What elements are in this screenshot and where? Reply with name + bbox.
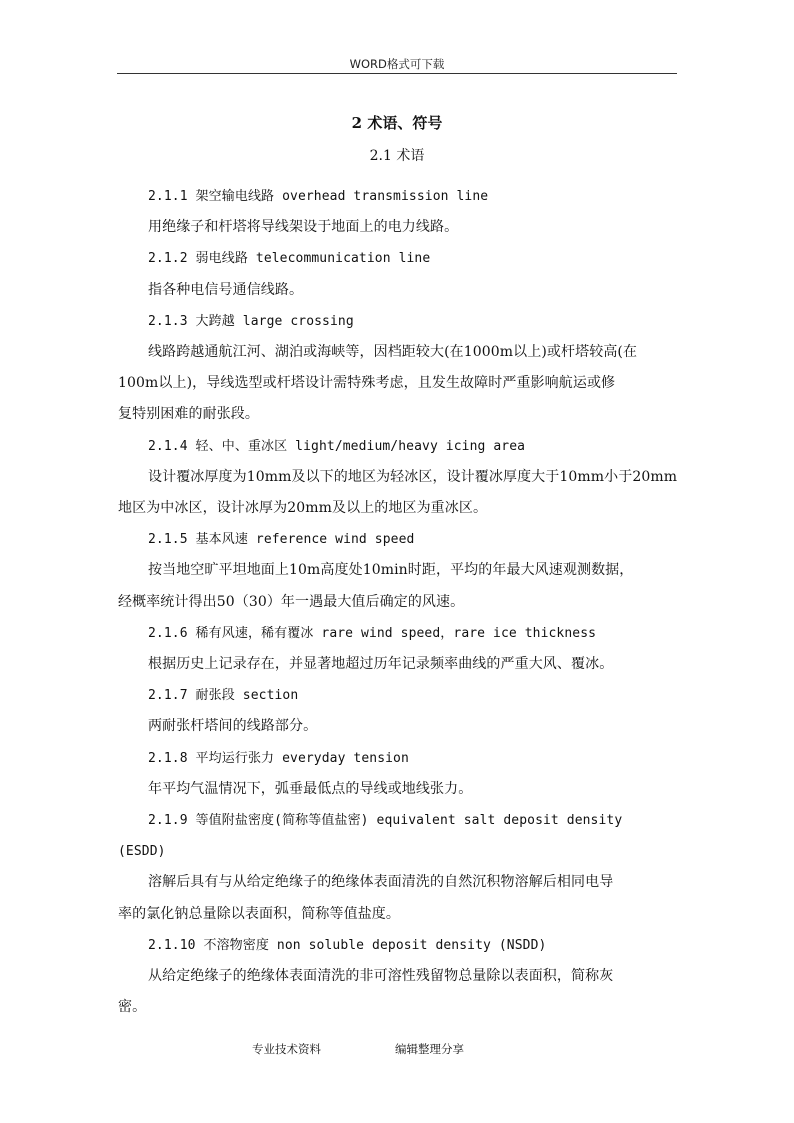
- term-definition-cont: 复特别困难的耐张段。: [118, 406, 259, 423]
- term-definition: 用绝缘子和杆塔将导线架设于地面上的电力线路。: [148, 219, 459, 236]
- term-heading: 2.1.9 等值附盐密度(简称等值盐密) equivalent salt deposit density: [148, 813, 623, 829]
- term-definition: 线路跨越通航江河、湖泊或海峡等，因档距较大(在1000m以上)或杆塔较高(在: [148, 344, 638, 361]
- term-definition-cont: 经概率统计得出50（30）年一遇最大值后确定的风速。: [118, 593, 465, 610]
- term-definition-cont: 率的氯化钠总量除以表面积，简称等值盐度。: [118, 905, 400, 922]
- term-heading: 2.1.4 轻、中、重冰区 light/medium/heavy icing area: [148, 438, 526, 454]
- footer-left-text: 专业技术资料: [252, 1042, 321, 1056]
- term-definition: 设计覆冰厚度为10mm及以下的地区为轻冰区，设计覆冰厚度大于10mm小于20mm: [148, 468, 678, 485]
- term-definition-cont: 100m以上)，导线选型或杆塔设计需特殊考虑，且发生故障时严重影响航运或修: [118, 375, 616, 392]
- section-title: 2.1 术语: [369, 148, 425, 164]
- term-heading: 2.1.5 基本风速 reference wind speed: [148, 532, 415, 548]
- term-definition-cont: 密。: [118, 999, 147, 1016]
- term-definition-cont: 地区为中冰区，设计冰厚为20mm及以上的地区为重冰区。: [118, 500, 488, 517]
- term-heading-cont: (ESDD): [118, 844, 166, 860]
- page-header: WORD格式可下载: [349, 57, 445, 71]
- term-heading: 2.1.10 不溶物密度 non soluble deposit density (NSDD): [148, 937, 547, 953]
- term-definition: 两耐张杆塔间的线路部分。: [148, 718, 318, 735]
- chapter-title: 2 术语、符号: [351, 114, 443, 132]
- term-definition: 指各种电信号通信线路。: [148, 281, 304, 298]
- term-definition: 按当地空旷平坦地面上10m高度处10min时距，平均的年最大风速观测数据，: [148, 562, 634, 579]
- term-heading: 2.1.8 平均运行张力 everyday tension: [148, 750, 409, 766]
- term-heading: 2.1.7 耐张段 section: [148, 688, 299, 704]
- header-rule: [117, 73, 677, 74]
- document-body: [118, 181, 692, 1023]
- term-heading: 2.1.6 稀有风速，稀有覆冰 rare wind speed，rare ice thickness: [148, 625, 597, 641]
- term-heading: 2.1.2 弱电线路 telecommunication line: [148, 251, 431, 267]
- footer-right-text: 编辑整理分享: [395, 1042, 464, 1056]
- term-definition: 年平均气温情况下，弧垂最低点的导线或地线张力。: [148, 780, 473, 797]
- term-definition: 根据历史上记录存在，并显著地超过历年记录频率曲线的严重大风、覆冰。: [148, 656, 614, 673]
- term-heading: 2.1.1 架空输电线路 overhead transmission line: [148, 189, 489, 204]
- term-definition: 从给定绝缘子的绝缘体表面清洗的非可溶性残留物总量除以表面积，简称灰: [148, 968, 614, 985]
- term-definition: 溶解后具有与从给定绝缘子的绝缘体表面清洗的自然沉积物溶解后相同电导: [148, 874, 614, 891]
- term-heading: 2.1.3 大跨越 large crossing: [148, 313, 354, 329]
